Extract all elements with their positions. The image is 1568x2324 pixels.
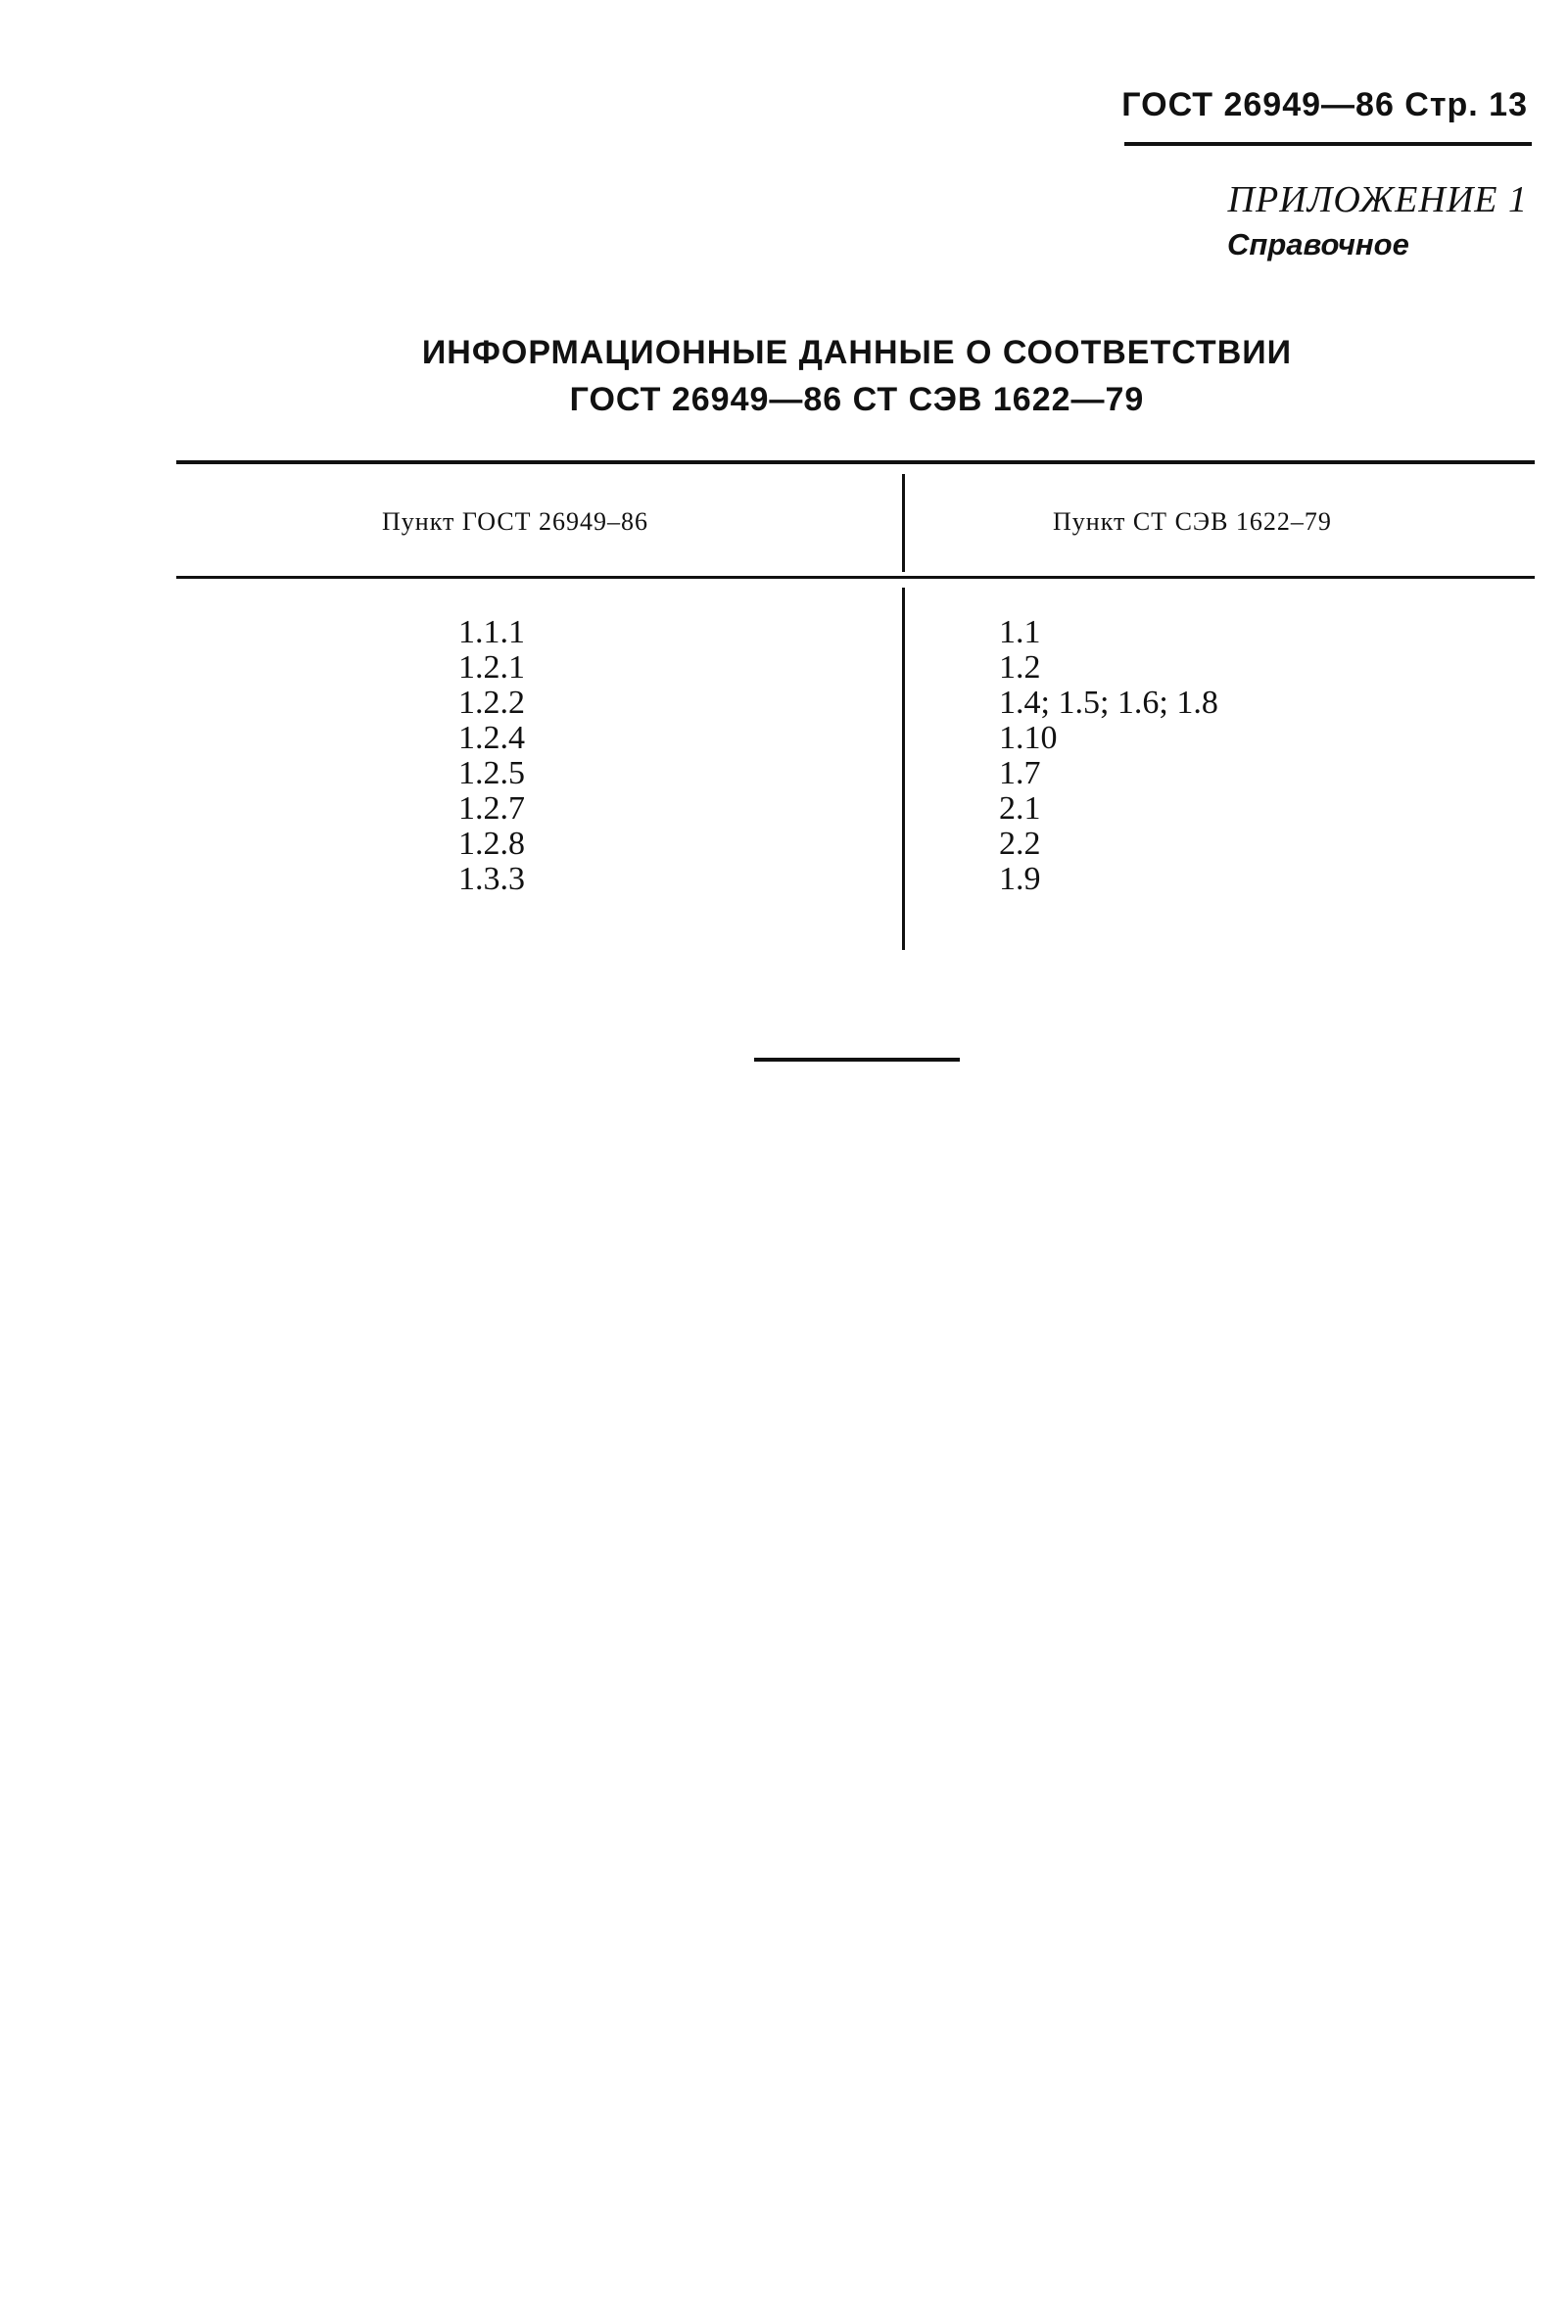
document-title-line-2: ГОСТ 26949—86 СТ СЭВ 1622—79 — [569, 381, 1145, 418]
end-of-section-rule — [754, 1058, 960, 1062]
document-title-line-1: ИНФОРМАЦИОННЫЕ ДАННЫЕ О СООТВЕТСТВИИ — [421, 334, 1293, 371]
st-sev-clause: 1.9 — [999, 861, 1041, 897]
st-sev-clause: 1.10 — [999, 720, 1058, 756]
gost-clause: 1.2.4 — [458, 720, 525, 756]
header-rule — [1124, 142, 1532, 146]
st-sev-clause: 2.2 — [999, 826, 1041, 862]
table-header-rule — [176, 576, 1535, 579]
st-sev-clause: 1.7 — [999, 755, 1041, 791]
st-sev-clause: 1.1 — [999, 614, 1041, 650]
document-title — [98, 329, 1568, 423]
st-sev-clause: 1.4; 1.5; 1.6; 1.8 — [999, 685, 1218, 721]
st-sev-clause: 2.1 — [999, 790, 1041, 827]
page-header: ГОСТ 26949—86 Стр. 13 — [1121, 86, 1528, 123]
gost-clause-list — [458, 615, 525, 897]
appendix-subtitle: Справочное — [1227, 227, 1409, 261]
gost-clause: 1.2.1 — [458, 649, 525, 686]
column-header-st-sev: Пункт СТ СЭВ 1622–79 — [1053, 507, 1332, 536]
gost-clause: 1.1.1 — [458, 614, 525, 650]
column-header-gost: Пункт ГОСТ 26949–86 — [382, 507, 649, 536]
st-sev-clause: 1.2 — [999, 649, 1041, 686]
table-header-divider — [902, 474, 905, 572]
st-sev-clause-list — [999, 615, 1218, 897]
gost-clause: 1.2.5 — [458, 755, 525, 791]
gost-clause: 1.3.3 — [458, 861, 525, 897]
table-body-divider — [902, 588, 905, 950]
appendix-title: ПРИЛОЖЕНИЕ 1 — [1227, 179, 1528, 220]
gost-clause: 1.2.8 — [458, 826, 525, 862]
table-top-rule — [176, 460, 1535, 464]
gost-clause: 1.2.7 — [458, 790, 525, 827]
gost-clause: 1.2.2 — [458, 685, 525, 721]
